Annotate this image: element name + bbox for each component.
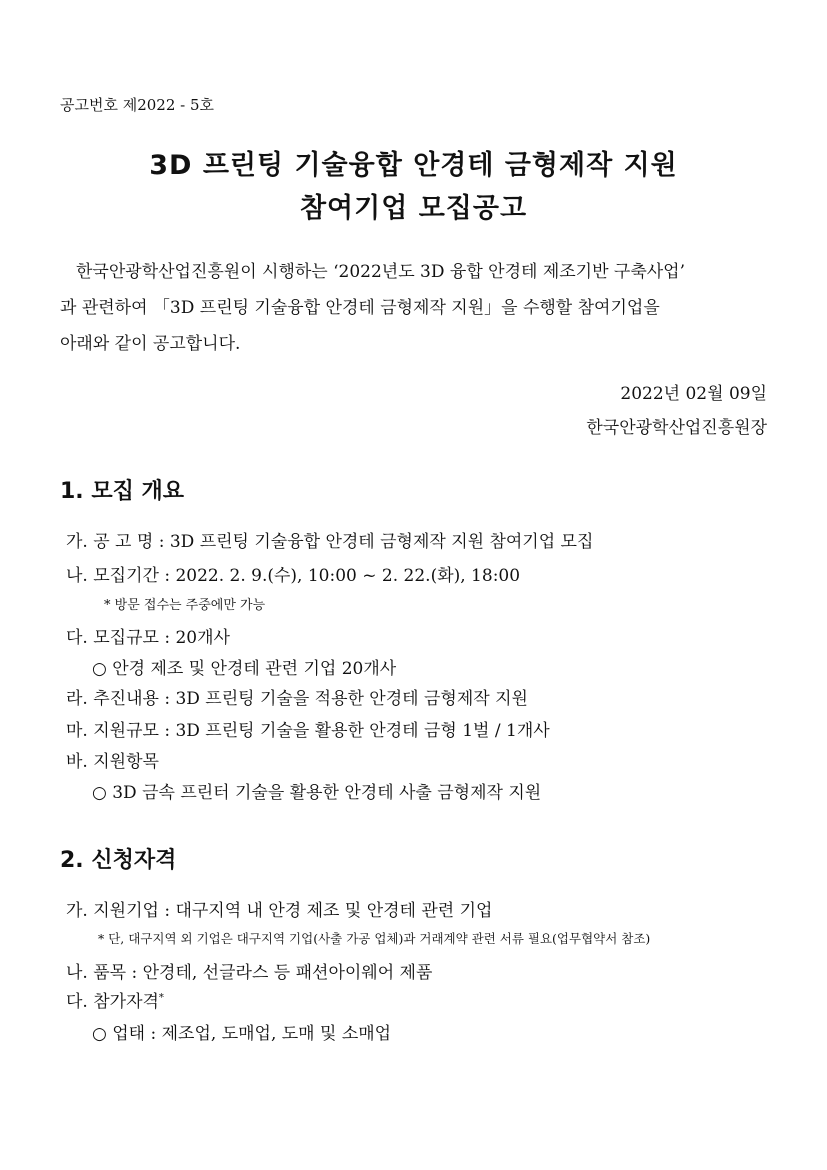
item-project-content: 라. 추진내용 : 3D 프린팅 기술을 적용한 안경테 금형제작 지원 xyxy=(66,689,528,709)
note-outside-region: * 단, 대구지역 외 기업은 대구지역 기업(사출 가공 업체)과 거래계약 관련 서류 필요(업무협약서 참조) xyxy=(98,931,651,946)
item-eligible-companies: 가. 지원기업 : 대구지역 내 안경 제조 및 안경테 관련 기업 xyxy=(66,901,493,921)
item-support-items: 바. 지원항목 xyxy=(66,752,159,772)
sub-item-target-companies: ○ 안경 제조 및 안경테 관련 기업 20개사 xyxy=(92,659,397,679)
announcement-date: 2022년 02월 09일 xyxy=(620,384,767,404)
item-participation-qualification-label: 다. 참가자격 xyxy=(66,992,159,1012)
item-products: 나. 품목 : 안경테, 선글라스 등 패션아이웨어 제품 xyxy=(66,963,433,983)
intro-line1: 한국안광학산업진흥원이 시행하는 ‘2022년도 3D 융합 안경테 제조기반 구축사업’ xyxy=(76,262,686,282)
footnote-mark: * xyxy=(158,992,164,1004)
item-participation-qualification xyxy=(66,987,164,1012)
sub-item-metal-printer-support: ○ 3D 금속 프린터 기술을 활용한 안경테 사출 금형제작 지원 xyxy=(92,783,542,803)
intro-line3: 아래와 같이 공고합니다. xyxy=(60,334,241,354)
notice-number: 공고번호 제2022 - 5호 xyxy=(60,96,215,114)
issuing-organization: 한국안광학산업진흥원장 xyxy=(586,418,767,438)
section-heading-eligibility: 2. 신청자격 xyxy=(60,848,177,873)
document-title-line1: 3D 프린팅 기술융합 안경테 금형제작 지원 xyxy=(149,150,678,181)
sub-item-business-type: ○ 업태 : 제조업, 도매업, 도매 및 소매업 xyxy=(92,1024,392,1044)
item-recruitment-period: 나. 모집기간 : 2022. 2. 9.(수), 10:00 ~ 2. 22.(화), 18:00 xyxy=(66,566,521,586)
document-title-line2: 참여기업 모집공고 xyxy=(299,193,528,224)
section-heading-recruitment-overview: 1. 모집 개요 xyxy=(60,479,184,504)
item-support-scale: 마. 지원규모 : 3D 프린팅 기술을 활용한 안경테 금형 1벌 / 1개사 xyxy=(66,721,550,741)
note-visit-submission: * 방문 접수는 주중에만 가능 xyxy=(104,598,266,613)
item-recruitment-scale: 다. 모집규모 : 20개사 xyxy=(66,628,230,648)
intro-line2: 과 관련하여 「3D 프린팅 기술융합 안경테 금형제작 지원」을 수행할 참여기업을 xyxy=(60,298,660,318)
item-notice-name: 가. 공 고 명 : 3D 프린팅 기술융합 안경테 금형제작 지원 참여기업 모집 xyxy=(66,532,594,552)
